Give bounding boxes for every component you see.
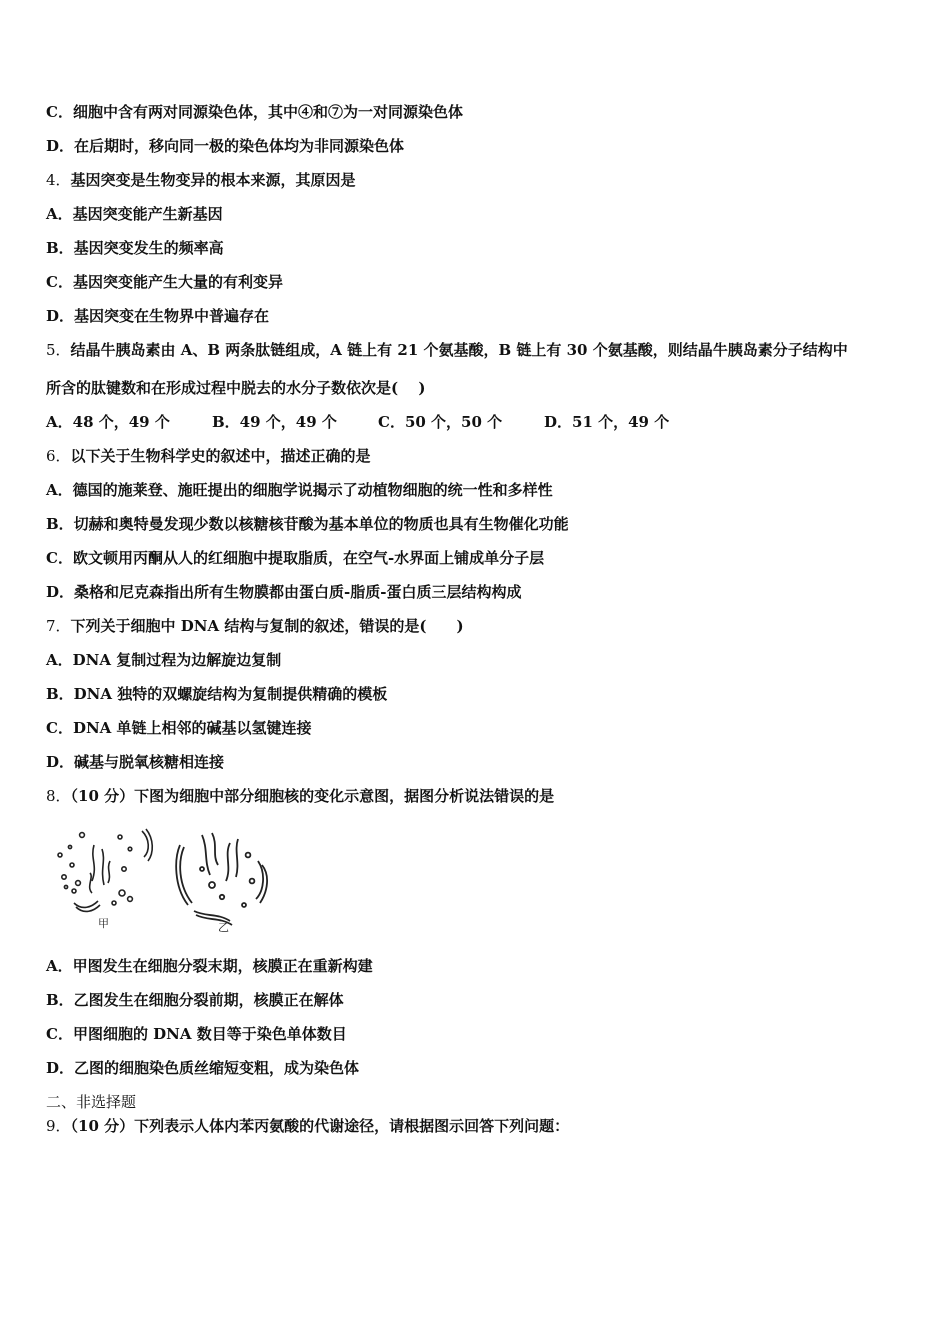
nucleus-figure xyxy=(52,825,292,935)
question-text: （10 分）下列表示人体内苯丙氨酸的代谢途径，请根据图示回答下列问题： xyxy=(70,1117,570,1135)
q7-option-d: D．碱基与脱氧核糖相连接 xyxy=(46,753,225,771)
question-text: 下列关于细胞中 DNA 结构与复制的叙述，错误的是( ) xyxy=(70,617,464,635)
question-text: （10 分）下图为细胞中部分细胞核的变化示意图，据图分析说法错误的是 xyxy=(70,787,555,805)
q8-option-d: D．乙图的细胞染色质丝缩短变粗，成为染色体 xyxy=(46,1059,360,1077)
q6-option-b: B．切赫和奥特曼发现少数以核糖核苷酸为基本单位的物质也具有生物催化功能 xyxy=(46,515,569,533)
question-number: 9． xyxy=(46,1117,71,1135)
nucleus-diagram xyxy=(52,825,292,935)
question-text: 以下关于生物科学史的叙述中，描述正确的是 xyxy=(70,447,371,465)
question-6 xyxy=(46,446,371,466)
label-jia: 甲 xyxy=(98,917,109,930)
nucleus-jia xyxy=(58,829,152,911)
q5-option-c: C．50 个，50 个 xyxy=(378,413,503,431)
question-5-continued: 所含的肽键数和在形成过程中脱去的水分子数依次是( ) xyxy=(46,379,426,397)
question-number: 4． xyxy=(46,171,71,189)
q5-options xyxy=(46,412,669,432)
q3-option-d: D．在后期时，移向同一极的染色体均为非同源染色体 xyxy=(46,137,405,155)
q8-option-b: B．乙图发生在细胞分裂前期，核膜正在解体 xyxy=(46,991,344,1009)
q8-option-a: A．甲图发生在细胞分裂末期，核膜正在重新构建 xyxy=(46,957,373,975)
q6-option-d: D．桑格和尼克森指出所有生物膜都由蛋白质-脂质-蛋白质三层结构构成 xyxy=(46,583,522,601)
question-9 xyxy=(46,1116,569,1136)
section-title: 二、非选择题 xyxy=(46,1093,137,1111)
q7-option-b: B．DNA 独特的双螺旋结构为复制提供精确的模板 xyxy=(46,685,388,703)
q3-option-c: C．细胞中含有两对同源染色体，其中④和⑦为一对同源染色体 xyxy=(46,103,463,121)
question-number: 5． xyxy=(46,341,71,359)
q7-option-a: A．DNA 复制过程为边解旋边复制 xyxy=(46,651,282,669)
q4-option-b: B．基因突变发生的频率高 xyxy=(46,239,224,257)
q6-option-c: C．欧文顿用丙酮从人的红细胞中提取脂质，在空气-水界面上铺成单分子层 xyxy=(46,549,545,567)
question-text: 结晶牛胰岛素由 A、B 两条肽链组成，A 链上有 21 个氨基酸，B 链上有 30 个氨基酸，则结晶牛胰岛素分子结构中 xyxy=(70,341,848,359)
q4-option-d: D．基因突变在生物界中普遍存在 xyxy=(46,307,270,325)
question-number: 8． xyxy=(46,787,71,805)
q5-option-d: D．51 个，49 个 xyxy=(544,413,670,431)
question-5 xyxy=(46,340,848,360)
q7-option-c: C．DNA 单链上相邻的碱基以氢键连接 xyxy=(46,719,312,737)
question-number: 6． xyxy=(46,447,71,465)
nucleus-yi xyxy=(176,833,267,925)
q6-option-a: A．德国的施莱登、施旺提出的细胞学说揭示了动植物细胞的统一性和多样性 xyxy=(46,481,553,499)
q5-option-a: A．48 个，49 个 xyxy=(46,413,170,431)
question-7 xyxy=(46,616,464,636)
q8-option-c: C．甲图细胞的 DNA 数目等于染色单体数目 xyxy=(46,1025,347,1043)
q4-option-c: C．基因突变能产生大量的有利变异 xyxy=(46,273,283,291)
q5-option-b: B．49 个，49 个 xyxy=(212,413,337,431)
question-text: 基因突变是生物变异的根本来源，其原因是 xyxy=(70,171,356,189)
question-4 xyxy=(46,170,356,190)
question-number: 7． xyxy=(46,617,71,635)
question-8 xyxy=(46,786,554,806)
label-yi: 乙 xyxy=(218,921,229,934)
q4-option-a: A．基因突变能产生新基因 xyxy=(46,205,223,223)
